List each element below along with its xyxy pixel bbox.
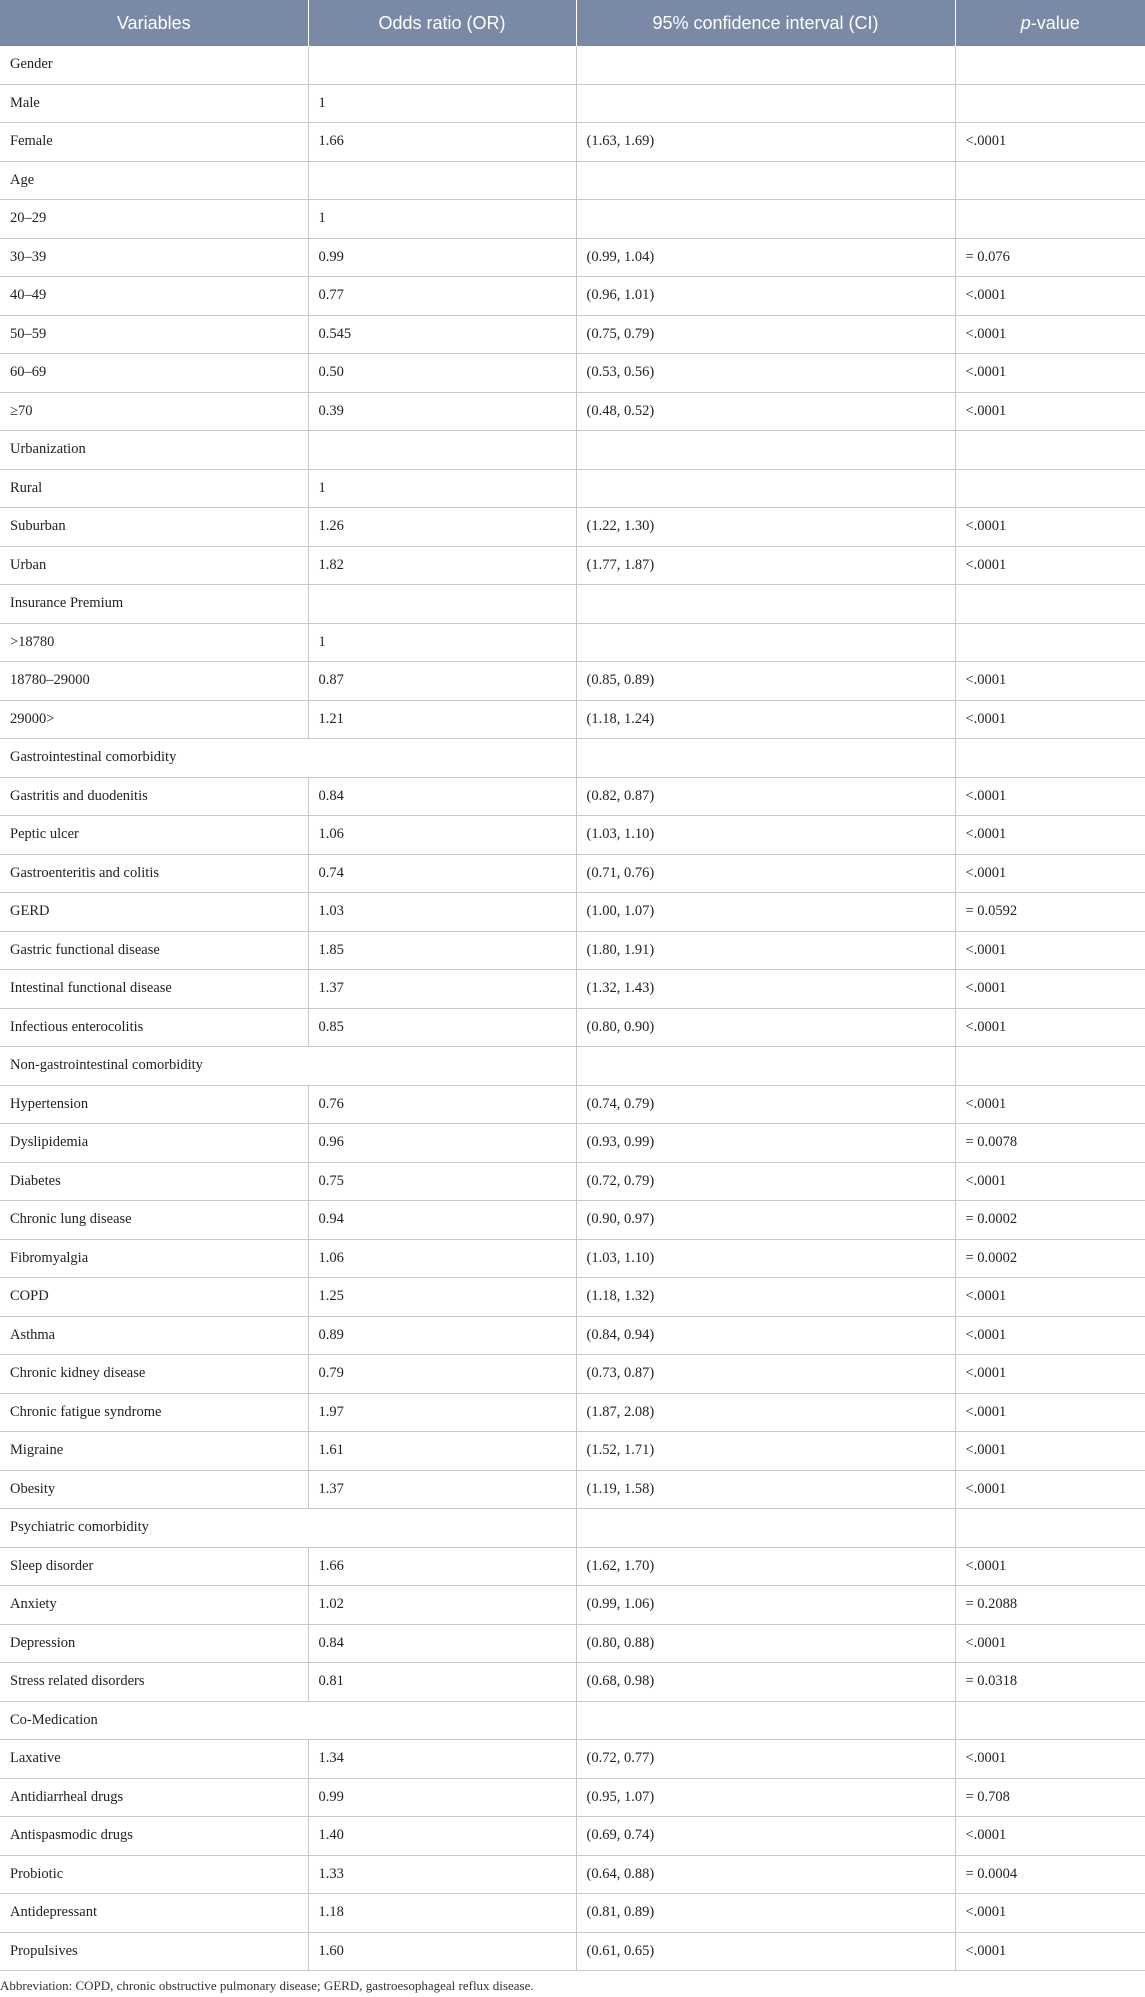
variable-cell: >18780 <box>0 623 308 662</box>
category-label: Non-gastrointestinal comorbidity <box>0 1047 576 1086</box>
p-value-cell <box>955 161 1145 200</box>
variable-cell: Migraine <box>0 1432 308 1471</box>
confidence-interval-cell: (0.99, 1.06) <box>576 1586 955 1625</box>
variable-cell: Antispasmodic drugs <box>0 1817 308 1856</box>
table-row <box>0 1201 1145 1240</box>
variable-cell: Asthma <box>0 1316 308 1355</box>
table-row <box>0 392 1145 431</box>
variable-cell: Female <box>0 123 308 162</box>
confidence-interval-cell: (1.03, 1.10) <box>576 1239 955 1278</box>
confidence-interval-cell: (0.80, 0.88) <box>576 1624 955 1663</box>
variable-cell: Infectious enterocolitis <box>0 1008 308 1047</box>
p-value-cell <box>955 585 1145 624</box>
odds-ratio-cell: 1.60 <box>308 1932 576 1971</box>
odds-ratio-cell: 1.40 <box>308 1817 576 1856</box>
table-header <box>0 0 1145 46</box>
table-row <box>0 1586 1145 1625</box>
confidence-interval-cell: (0.99, 1.04) <box>576 238 955 277</box>
p-value-cell: <.0001 <box>955 508 1145 547</box>
table-row <box>0 1509 1145 1548</box>
p-value-cell <box>955 469 1145 508</box>
table-row <box>0 508 1145 547</box>
odds-ratio-cell: 1.03 <box>308 893 576 932</box>
table-row <box>0 816 1145 855</box>
header-odds-ratio: Odds ratio (OR) <box>308 0 576 46</box>
odds-ratio-cell: 0.74 <box>308 854 576 893</box>
table-row <box>0 662 1145 701</box>
variable-cell: Chronic fatigue syndrome <box>0 1393 308 1432</box>
variable-cell: Fibromyalgia <box>0 1239 308 1278</box>
p-value-cell: = 0.0592 <box>955 893 1145 932</box>
odds-ratio-cell: 1.18 <box>308 1894 576 1933</box>
variable-cell: 20–29 <box>0 200 308 239</box>
table-row <box>0 1432 1145 1471</box>
variable-cell: Chronic kidney disease <box>0 1355 308 1394</box>
confidence-interval-cell: (1.19, 1.58) <box>576 1470 955 1509</box>
p-value-cell: <.0001 <box>955 1740 1145 1779</box>
table-row <box>0 1393 1145 1432</box>
odds-ratio-cell: 0.39 <box>308 392 576 431</box>
p-value-cell: <.0001 <box>955 1432 1145 1471</box>
confidence-interval-cell: (0.95, 1.07) <box>576 1778 955 1817</box>
p-value-cell: = 0.708 <box>955 1778 1145 1817</box>
table-row <box>0 585 1145 624</box>
confidence-interval-cell: (1.22, 1.30) <box>576 508 955 547</box>
odds-ratio-cell: 1 <box>308 84 576 123</box>
p-value-cell: <.0001 <box>955 1278 1145 1317</box>
variable-cell: Male <box>0 84 308 123</box>
odds-ratio-cell <box>308 46 576 84</box>
confidence-interval-cell <box>576 161 955 200</box>
table-row <box>0 970 1145 1009</box>
p-value-cell <box>955 200 1145 239</box>
odds-ratio-cell: 0.76 <box>308 1085 576 1124</box>
p-value-cell <box>955 84 1145 123</box>
variable-cell: Rural <box>0 469 308 508</box>
confidence-interval-cell: (0.80, 0.90) <box>576 1008 955 1047</box>
odds-ratio-cell: 1 <box>308 200 576 239</box>
odds-ratio-cell: 0.94 <box>308 1201 576 1240</box>
p-value-cell: = 0.0002 <box>955 1201 1145 1240</box>
odds-ratio-cell: 0.545 <box>308 315 576 354</box>
table-row <box>0 893 1145 932</box>
p-value-cell: <.0001 <box>955 1470 1145 1509</box>
confidence-interval-cell: (1.80, 1.91) <box>576 931 955 970</box>
table-row <box>0 1162 1145 1201</box>
odds-ratio-cell: 0.96 <box>308 1124 576 1163</box>
confidence-interval-cell <box>576 431 955 470</box>
confidence-interval-cell: (1.18, 1.32) <box>576 1278 955 1317</box>
header-row <box>0 0 1145 46</box>
confidence-interval-cell: (0.72, 0.79) <box>576 1162 955 1201</box>
table-row <box>0 1932 1145 1971</box>
odds-ratio-cell: 0.84 <box>308 777 576 816</box>
confidence-interval-cell: (0.74, 0.79) <box>576 1085 955 1124</box>
p-value-cell: <.0001 <box>955 354 1145 393</box>
p-value-cell: <.0001 <box>955 1162 1145 1201</box>
odds-ratio-cell: 0.84 <box>308 1624 576 1663</box>
table-row <box>0 1701 1145 1740</box>
table-row <box>0 469 1145 508</box>
odds-ratio-cell: 0.85 <box>308 1008 576 1047</box>
table-footnote: Abbreviation: COPD, chronic obstructive pulmonary disease; GERD, gastroesophageal reflux disease. <box>0 1978 534 1993</box>
table-row <box>0 84 1145 123</box>
variable-cell: Gastroenteritis and colitis <box>0 854 308 893</box>
table-row <box>0 1894 1145 1933</box>
odds-ratio-cell: 1.97 <box>308 1393 576 1432</box>
table-row <box>0 546 1145 585</box>
p-value-cell <box>955 1509 1145 1548</box>
confidence-interval-cell <box>576 200 955 239</box>
variable-cell: 30–39 <box>0 238 308 277</box>
table-row <box>0 315 1145 354</box>
confidence-interval-cell: (0.73, 0.87) <box>576 1355 955 1394</box>
confidence-interval-cell: (0.71, 0.76) <box>576 854 955 893</box>
variable-cell: Suburban <box>0 508 308 547</box>
odds-ratio-cell: 1 <box>308 623 576 662</box>
confidence-interval-cell <box>576 1047 955 1086</box>
table-row <box>0 931 1145 970</box>
table-row <box>0 1355 1145 1394</box>
confidence-interval-cell: (1.63, 1.69) <box>576 123 955 162</box>
odds-ratio-cell <box>308 161 576 200</box>
variable-cell: Obesity <box>0 1470 308 1509</box>
odds-ratio-cell <box>308 431 576 470</box>
confidence-interval-cell <box>576 623 955 662</box>
confidence-interval-cell: (0.68, 0.98) <box>576 1663 955 1702</box>
table-row <box>0 1239 1145 1278</box>
category-label: Co-Medication <box>0 1701 576 1740</box>
p-value-cell: <.0001 <box>955 546 1145 585</box>
table-row <box>0 1008 1145 1047</box>
odds-ratio-cell: 1.21 <box>308 700 576 739</box>
variable-cell: Intestinal functional disease <box>0 970 308 1009</box>
category-label: Gastrointestinal comorbidity <box>0 739 576 778</box>
variable-cell: Gender <box>0 46 308 84</box>
confidence-interval-cell: (0.48, 0.52) <box>576 392 955 431</box>
confidence-interval-cell: (1.62, 1.70) <box>576 1547 955 1586</box>
confidence-interval-cell <box>576 585 955 624</box>
table-row <box>0 1817 1145 1856</box>
p-value-cell: <.0001 <box>955 1355 1145 1394</box>
confidence-interval-cell: (0.93, 0.99) <box>576 1124 955 1163</box>
odds-ratio-cell <box>308 585 576 624</box>
confidence-interval-cell: (0.82, 0.87) <box>576 777 955 816</box>
p-value-cell: <.0001 <box>955 777 1145 816</box>
p-value-cell: = 0.0078 <box>955 1124 1145 1163</box>
confidence-interval-cell <box>576 46 955 84</box>
p-value-cell <box>955 1701 1145 1740</box>
p-value-cell: <.0001 <box>955 315 1145 354</box>
p-value-cell: <.0001 <box>955 1393 1145 1432</box>
variable-cell: Insurance Premium <box>0 585 308 624</box>
p-value-cell <box>955 431 1145 470</box>
odds-ratio-cell: 1.66 <box>308 1547 576 1586</box>
variable-cell: Sleep disorder <box>0 1547 308 1586</box>
table-row <box>0 200 1145 239</box>
odds-ratio-cell: 0.99 <box>308 238 576 277</box>
table-row <box>0 123 1145 162</box>
table-row <box>0 739 1145 778</box>
confidence-interval-cell: (0.85, 0.89) <box>576 662 955 701</box>
odds-ratio-cell: 1.37 <box>308 1470 576 1509</box>
variable-cell: Probiotic <box>0 1855 308 1894</box>
p-value-cell: <.0001 <box>955 1894 1145 1933</box>
confidence-interval-cell <box>576 84 955 123</box>
confidence-interval-cell: (1.18, 1.24) <box>576 700 955 739</box>
table-row <box>0 277 1145 316</box>
confidence-interval-cell: (0.72, 0.77) <box>576 1740 955 1779</box>
odds-ratio-cell: 0.99 <box>308 1778 576 1817</box>
confidence-interval-cell <box>576 739 955 778</box>
table-row <box>0 1740 1145 1779</box>
variable-cell: Depression <box>0 1624 308 1663</box>
odds-ratio-cell: 1.85 <box>308 931 576 970</box>
odds-ratio-cell: 1.06 <box>308 1239 576 1278</box>
odds-ratio-cell: 1.37 <box>308 970 576 1009</box>
variable-cell: Age <box>0 161 308 200</box>
p-value-cell <box>955 623 1145 662</box>
confidence-interval-cell: (0.96, 1.01) <box>576 277 955 316</box>
p-value-cell: <.0001 <box>955 854 1145 893</box>
variable-cell: 50–59 <box>0 315 308 354</box>
confidence-interval-cell: (0.69, 0.74) <box>576 1817 955 1856</box>
table-row <box>0 1124 1145 1163</box>
confidence-interval-cell: (0.64, 0.88) <box>576 1855 955 1894</box>
p-value-cell <box>955 1047 1145 1086</box>
confidence-interval-cell <box>576 1509 955 1548</box>
table-row <box>0 1047 1145 1086</box>
header-variables: Variables <box>0 0 308 46</box>
table-row <box>0 1624 1145 1663</box>
variable-cell: Gastric functional disease <box>0 931 308 970</box>
confidence-interval-cell: (0.53, 0.56) <box>576 354 955 393</box>
confidence-interval-cell: (1.77, 1.87) <box>576 546 955 585</box>
variable-cell: Antidiarrheal drugs <box>0 1778 308 1817</box>
variable-cell: Diabetes <box>0 1162 308 1201</box>
p-value-cell: <.0001 <box>955 1932 1145 1971</box>
odds-ratio-cell: 0.75 <box>308 1162 576 1201</box>
variable-cell: Gastritis and duodenitis <box>0 777 308 816</box>
table-row <box>0 623 1145 662</box>
odds-ratio-cell: 1.34 <box>308 1740 576 1779</box>
p-value-cell: <.0001 <box>955 1547 1145 1586</box>
table-row <box>0 777 1145 816</box>
p-value-cell: <.0001 <box>955 1085 1145 1124</box>
table-row <box>0 700 1145 739</box>
table-row <box>0 1547 1145 1586</box>
table-row <box>0 1278 1145 1317</box>
odds-ratio-cell: 1.26 <box>308 508 576 547</box>
p-value-cell <box>955 46 1145 84</box>
confidence-interval-cell: (1.00, 1.07) <box>576 893 955 932</box>
p-value-cell: <.0001 <box>955 816 1145 855</box>
odds-ratio-cell: 0.50 <box>308 354 576 393</box>
odds-ratio-cell: 1.82 <box>308 546 576 585</box>
confidence-interval-cell <box>576 1701 955 1740</box>
odds-ratio-cell: 1.61 <box>308 1432 576 1471</box>
variable-cell: Propulsives <box>0 1932 308 1971</box>
confidence-interval-cell: (0.81, 0.89) <box>576 1894 955 1933</box>
variable-cell: Urban <box>0 546 308 585</box>
odds-ratio-cell: 0.77 <box>308 277 576 316</box>
variable-cell: 29000> <box>0 700 308 739</box>
confidence-interval-cell: (0.84, 0.94) <box>576 1316 955 1355</box>
table-row <box>0 1855 1145 1894</box>
odds-ratio-cell: 0.89 <box>308 1316 576 1355</box>
table-row <box>0 1663 1145 1702</box>
p-value-cell: = 0.076 <box>955 238 1145 277</box>
variable-cell: Hypertension <box>0 1085 308 1124</box>
variable-cell: Dyslipidemia <box>0 1124 308 1163</box>
table-row <box>0 354 1145 393</box>
p-value-cell: <.0001 <box>955 123 1145 162</box>
p-value-cell: <.0001 <box>955 277 1145 316</box>
p-value-cell: <.0001 <box>955 1316 1145 1355</box>
header-confidence-interval: 95% confidence interval (CI) <box>576 0 955 46</box>
odds-ratio-cell: 1.66 <box>308 123 576 162</box>
variable-cell: 60–69 <box>0 354 308 393</box>
p-value-cell: <.0001 <box>955 1624 1145 1663</box>
confidence-interval-cell: (0.90, 0.97) <box>576 1201 955 1240</box>
p-value-cell: = 0.0004 <box>955 1855 1145 1894</box>
variable-cell: Urbanization <box>0 431 308 470</box>
p-value-cell: <.0001 <box>955 970 1145 1009</box>
confidence-interval-cell: (1.52, 1.71) <box>576 1432 955 1471</box>
variable-cell: 40–49 <box>0 277 308 316</box>
p-value-cell: = 0.0002 <box>955 1239 1145 1278</box>
table-body <box>0 46 1145 1971</box>
p-value-cell: = 0.2088 <box>955 1586 1145 1625</box>
variable-cell: Anxiety <box>0 1586 308 1625</box>
table-row <box>0 1470 1145 1509</box>
variable-cell: GERD <box>0 893 308 932</box>
confidence-interval-cell: (0.75, 0.79) <box>576 315 955 354</box>
variable-cell: Antidepressant <box>0 1894 308 1933</box>
odds-ratio-cell: 1.02 <box>308 1586 576 1625</box>
variable-cell: Chronic lung disease <box>0 1201 308 1240</box>
table-row <box>0 1778 1145 1817</box>
p-value-cell <box>955 739 1145 778</box>
confidence-interval-cell <box>576 469 955 508</box>
odds-ratio-cell: 0.79 <box>308 1355 576 1394</box>
p-value-cell: <.0001 <box>955 931 1145 970</box>
table-row <box>0 1316 1145 1355</box>
variable-cell: COPD <box>0 1278 308 1317</box>
header-p-value <box>955 0 1145 46</box>
p-value-cell: = 0.0318 <box>955 1663 1145 1702</box>
odds-ratio-cell: 1.25 <box>308 1278 576 1317</box>
variable-cell: Stress related disorders <box>0 1663 308 1702</box>
category-label: Psychiatric comorbidity <box>0 1509 576 1548</box>
table-row <box>0 161 1145 200</box>
confidence-interval-cell: (1.87, 2.08) <box>576 1393 955 1432</box>
odds-ratio-cell: 1 <box>308 469 576 508</box>
p-value-cell: <.0001 <box>955 1817 1145 1856</box>
header-p-rest: -value <box>1030 12 1080 33</box>
confidence-interval-cell: (1.32, 1.43) <box>576 970 955 1009</box>
p-value-cell: <.0001 <box>955 662 1145 701</box>
table-row <box>0 238 1145 277</box>
odds-ratio-cell: 1.06 <box>308 816 576 855</box>
table-row <box>0 1085 1145 1124</box>
variable-cell: Laxative <box>0 1740 308 1779</box>
p-value-cell: <.0001 <box>955 392 1145 431</box>
p-value-cell: <.0001 <box>955 700 1145 739</box>
variable-cell: 18780–29000 <box>0 662 308 701</box>
variable-cell: Peptic ulcer <box>0 816 308 855</box>
table-row <box>0 46 1145 84</box>
confidence-interval-cell: (1.03, 1.10) <box>576 816 955 855</box>
confidence-interval-cell: (0.61, 0.65) <box>576 1932 955 1971</box>
odds-ratio-cell: 0.87 <box>308 662 576 701</box>
header-p-italic: p <box>1020 12 1031 33</box>
odds-ratio-cell: 0.81 <box>308 1663 576 1702</box>
odds-ratio-cell: 1.33 <box>308 1855 576 1894</box>
table-row <box>0 431 1145 470</box>
variable-cell: ≥70 <box>0 392 308 431</box>
p-value-cell: <.0001 <box>955 1008 1145 1047</box>
table-row <box>0 854 1145 893</box>
